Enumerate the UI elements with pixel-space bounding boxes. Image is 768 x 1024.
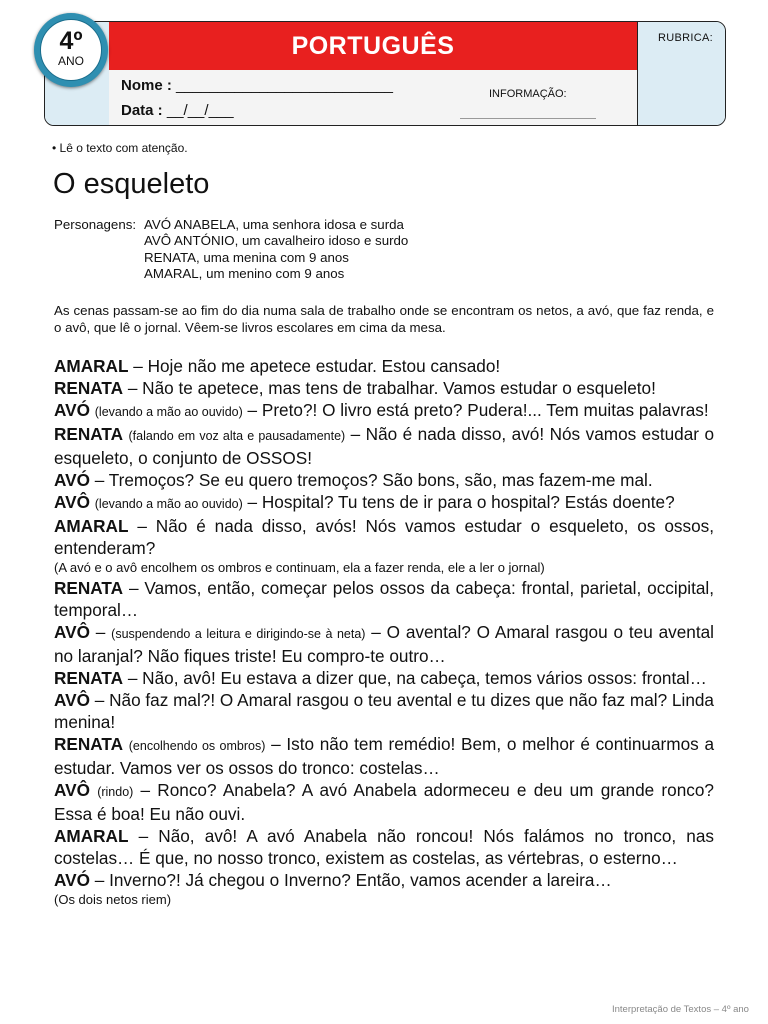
stage-note: (A avó e o avô encolhem os ombros e continuam, ela a fazer renda, ele a ler o jornal): [54, 560, 545, 575]
date-line: __/__/___: [166, 102, 234, 119]
dialogue-line: [54, 515, 714, 559]
line-separator: –: [123, 668, 143, 688]
speaker-name: AVÔ: [54, 780, 90, 800]
subject-title: PORTUGUÊS: [291, 32, 455, 60]
speaker-name: RENATA: [54, 668, 124, 688]
line-separator: –: [89, 470, 109, 490]
speaker-name: AMARAL: [54, 826, 129, 846]
character-item: RENATA, uma menina com 9 anos: [144, 249, 349, 265]
speaker-name: AVÓ: [54, 870, 90, 890]
line-text: Não, avô! Eu estava a dizer que, na cabeça, temos vários ossos: frontal…: [142, 668, 707, 688]
line-text: – Não é nada disso, avó! Nós vamos estudar o esqueleto, o conjunto de OSSOS!: [54, 424, 714, 468]
speaker-name: AVÔ: [54, 690, 90, 710]
dialogue-line: [54, 469, 714, 491]
dialogue-line: [54, 399, 714, 423]
subject-banner: [109, 22, 637, 71]
stage-direction: (levando a mão ao ouvido): [94, 405, 243, 419]
rubric-label: RUBRICA:: [658, 32, 713, 44]
name-label: Nome :: [121, 77, 172, 94]
dialogue-line: [54, 869, 714, 891]
dialogue-line: [54, 423, 714, 469]
grade-number: 4º: [59, 27, 83, 55]
speaker-name: AMARAL: [54, 516, 129, 536]
line-text: Não faz mal?! O Amaral rasgou o teu avental e tu dizes que não faz mal? Linda menina!: [54, 690, 714, 732]
speaker-name: RENATA: [54, 734, 124, 754]
grade-label: ANO: [57, 54, 84, 68]
character-row: [54, 266, 408, 282]
line-text: Inverno?! Já chegou o Inverno? Então, vamos acender a lareira…: [109, 870, 612, 890]
line-separator: –: [128, 516, 156, 536]
rubric-box: [637, 22, 726, 125]
line-text: Vamos, então, começar pelos ossos da cabeça: frontal, parietal, occipital, temporal…: [54, 578, 715, 620]
line-separator: –: [128, 826, 159, 846]
grade-badge-inner: [40, 19, 102, 81]
line-text: – Preto?! O livro está preto? Pudera!... Tem muitas palavras!: [242, 400, 709, 420]
line-text: Hoje não me apetece estudar. Estou cansado!: [147, 356, 501, 376]
dialogue-line: [54, 733, 714, 779]
name-field[interactable]: [121, 77, 393, 94]
dialogue-line: [54, 621, 714, 667]
line-separator: –: [123, 578, 145, 598]
info-line: [460, 118, 596, 119]
character-row: [54, 217, 408, 233]
character-row: [54, 233, 408, 249]
speaker-name: AMARAL: [54, 356, 129, 376]
header-frame: [44, 21, 726, 126]
speaker-name: AVÓ: [54, 400, 90, 420]
speaker-name: RENATA: [54, 378, 124, 398]
page-title: O esqueleto: [53, 168, 210, 200]
speaker-name: RENATA: [54, 424, 124, 444]
characters-label: Personagens:: [54, 217, 137, 232]
speaker-name: AVÓ: [54, 470, 90, 490]
character-item: AMARAL, um menino com 9 anos: [144, 265, 345, 281]
grade-badge: [34, 13, 108, 87]
character-item: AVÔ ANTÓNIO, um cavalheiro idoso e surdo: [144, 233, 409, 249]
line-text: – Isto não tem remédio! Bem, o melhor é continuarmos a estudar. Vamos ver os ossos do tronco: costelas…: [54, 734, 715, 778]
stage-note: (Os dois netos riem): [54, 892, 172, 907]
speaker-name: AVÔ: [54, 622, 90, 642]
instruction: • Lê o texto com atenção.: [52, 141, 188, 155]
characters-list: [54, 217, 408, 282]
worksheet-header: [44, 21, 726, 126]
character-item: AVÓ ANABELA, uma senhora idosa e surda: [144, 217, 404, 232]
dialogue-line: [54, 779, 714, 825]
scene-description: As cenas passam-se ao fim do dia numa sala de trabalho onde se encontram os netos, a avó, que faz renda, e o avô, que lê o jornal. Vêem-se livros escolares em cima da mesa.: [54, 303, 714, 335]
dialogue-line: [54, 377, 714, 399]
name-line: __________________________: [176, 77, 393, 94]
date-field[interactable]: [121, 102, 234, 119]
line-separator: –: [89, 870, 110, 890]
speaker-name: RENATA: [54, 578, 124, 598]
line-text: – Hospital? Tu tens de ir para o hospital? Estás doente?: [242, 492, 675, 512]
line-separator: –: [123, 378, 143, 398]
stage-direction: (rindo): [97, 785, 134, 799]
dialogue-line: [54, 667, 714, 689]
line-separator: –: [128, 356, 148, 376]
dialogue: [54, 355, 714, 909]
line-text: Não te apetece, mas tens de trabalhar. Vamos estudar o esqueleto!: [142, 378, 656, 398]
info-label: INFORMAÇÃO:: [489, 88, 567, 100]
line-separator: –: [89, 622, 112, 642]
dialogue-line: [54, 689, 714, 733]
stage-direction: (encolhendo os ombros): [128, 739, 266, 753]
line-text: Tremoços? Se eu quero tremoços? São bons, são, mas fazem-me mal.: [108, 470, 653, 490]
speaker-name: AVÔ: [54, 492, 90, 512]
date-label: Data :: [121, 102, 163, 119]
dialogue-line: [54, 491, 714, 515]
stage-direction: (suspendendo a leitura e dirigindo-se à neta): [111, 627, 366, 641]
line-text: – Ronco? Anabela? A avó Anabela adormeceu e deu um grande ronco? Essa é boa! Eu não ouvi.: [54, 780, 714, 824]
line-text: Não é nada disso, avós! Nós vamos estudar o esqueleto, os ossos, entenderam?: [54, 516, 714, 558]
line-separator: –: [89, 690, 110, 710]
dialogue-line: [54, 577, 714, 621]
character-row: [54, 250, 408, 266]
dialogue-line: [54, 825, 714, 869]
stage-direction: (levando a mão ao ouvido): [94, 497, 243, 511]
dialogue-line: [54, 355, 714, 377]
page-footer: Interpretação de Textos – 4º ano: [612, 1004, 749, 1015]
line-text: – O avental? O Amaral rasgou o teu avental no laranjal? Não fiques triste! Eu compro-te outro…: [54, 622, 714, 666]
line-text: Não, avô! A avó Anabela não roncou! Nós falámos no tronco, nas costelas… É que, no nosso tronco, existem as costelas, as vértebras, o esterno…: [54, 826, 714, 868]
stage-direction: (falando em voz alta e pausadamente): [128, 429, 346, 443]
